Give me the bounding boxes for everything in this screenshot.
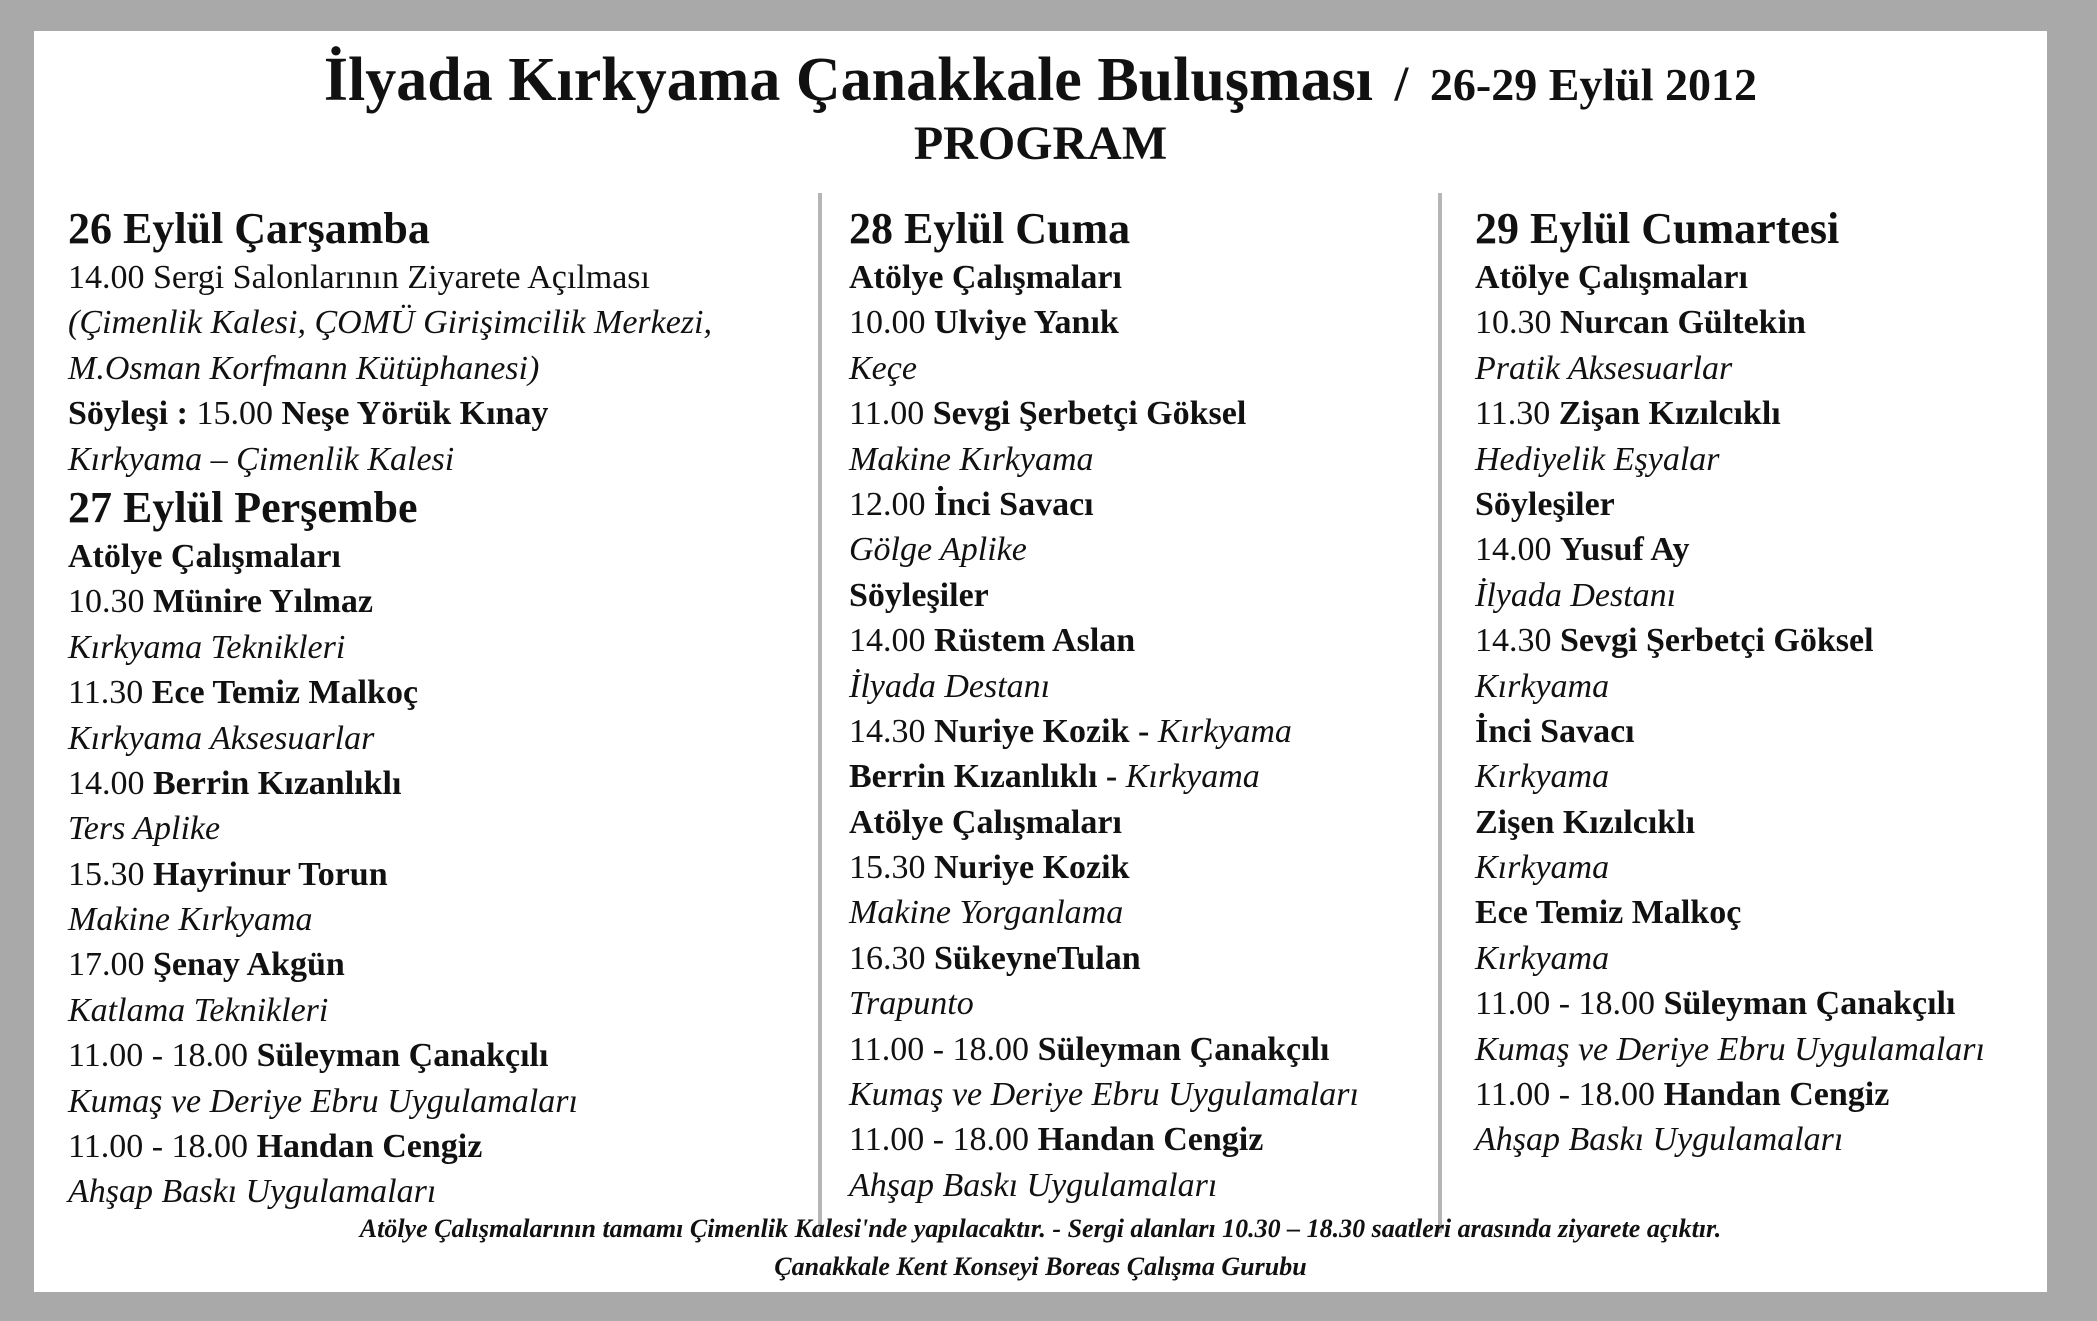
session-topic: Makine Kırkyama <box>849 440 1094 478</box>
presenter-name: Neşe Yörük Kınay <box>281 395 549 433</box>
session-topic: Ahşap Baskı Uygulamaları <box>1475 1121 1844 1159</box>
day-column-3 <box>1475 203 2040 1163</box>
title-separator: / <box>1394 55 1409 111</box>
entry-time: 12.00 <box>849 485 934 523</box>
session-topic: Kumaş ve Deriye Ebru Uygulamaları <box>849 1076 1359 1114</box>
section-label: Zişen Kızılcıklı <box>1475 803 1696 841</box>
schedule-entry <box>849 936 1429 981</box>
event-dates: 26-29 Eylül 2012 <box>1429 59 1758 110</box>
schedule-entry <box>68 579 808 624</box>
session-topic: Kırkyama Aksesuarlar <box>68 719 375 757</box>
title-text: İlyada Kırkyama Çanakkale Buluşması <box>323 46 1373 114</box>
entry-time: 11.00 - 18.00 <box>1475 985 1664 1023</box>
program-sheet <box>34 31 2047 1292</box>
presenter-name: İnci Savacı <box>934 485 1094 523</box>
section-label: Ece Temiz Malkoç <box>1475 894 1742 932</box>
presenter-name: Ulviye Yanık <box>934 304 1119 342</box>
presenter-name: Ece Temiz Malkoç <box>151 674 419 712</box>
entry-time: 11.30 <box>1475 395 1559 433</box>
session-topic: Kırkyama <box>1475 849 1610 887</box>
day-heading: 27 Eylül Perşembe <box>68 482 418 532</box>
schedule-entry <box>68 255 808 300</box>
session-topic: Kırkyama <box>1475 939 1610 977</box>
session-topic: Gölge Aplike <box>849 531 1027 569</box>
schedule-entry <box>68 761 808 806</box>
presenter-name: Hayrinur Torun <box>153 855 388 893</box>
entry-time: 10.30 <box>1475 304 1560 342</box>
presenter-name: Nuriye Kozik - <box>934 712 1158 750</box>
presenter-name: Nuriye Kozik <box>934 849 1130 887</box>
session-topic: Ahşap Baskı Uygulamaları <box>68 1173 437 1211</box>
session-topic: Makine Yorganlama <box>849 894 1124 932</box>
session-topic: İlyada Destanı <box>1475 576 1677 614</box>
entry-time: 14.00 <box>68 764 153 802</box>
day-heading: 26 Eylül Çarşamba <box>68 204 430 253</box>
column-divider <box>818 193 822 1233</box>
schedule-entry <box>1475 391 2040 436</box>
session-topic: Pratik Aksesuarlar <box>1475 349 1733 387</box>
presenter-name: Handan Cengiz <box>1037 1121 1264 1159</box>
presenter-name: Sevgi Şerbetçi Göksel <box>1560 622 1874 660</box>
entry-time: 10.00 <box>849 304 934 342</box>
session-topic: Makine Kırkyama <box>68 901 313 939</box>
section-label: İnci Savacı <box>1475 712 1635 750</box>
column-divider <box>1438 193 1442 1233</box>
entry-note: Kırkyama <box>1125 758 1260 796</box>
presenter-name: Zişan Kızılcıklı <box>1558 395 1781 433</box>
session-topic: Ters Aplike <box>68 810 221 848</box>
day-column-2 <box>849 203 1429 1208</box>
schedule-entry <box>68 670 808 715</box>
schedule-entry <box>1475 1072 2040 1117</box>
schedule-entry <box>68 391 808 436</box>
section-label: Atölye Çalışmaları <box>1475 259 1748 296</box>
presenter-name: Handan Cengiz <box>1663 1076 1890 1114</box>
entry-time: 11.00 - 18.00 <box>68 1037 257 1075</box>
section-label: Atölye Çalışmaları <box>68 537 341 575</box>
session-topic: Kırkyama – Çimenlik Kalesi <box>68 440 455 478</box>
presenter-name: Berrin Kızanlıklı <box>153 764 402 802</box>
presenter-name: Handan Cengiz <box>256 1128 483 1166</box>
entry-time: 14.00 Sergi Salonlarının Ziyarete Açılması <box>68 259 650 296</box>
presenter-name: Sevgi Şerbetçi Göksel <box>932 395 1247 433</box>
footer-note: Atölye Çalışmalarının tamamı Çimenlik Kalesi'nde yapılacaktır. - Sergi alanları 10.30 – 18.30 saatleri arasında ziyarete açıktır. <box>359 1214 1722 1243</box>
entry-time: 16.30 <box>849 939 934 977</box>
entry-time: 11.00 - 18.00 <box>849 1121 1038 1159</box>
entry-time: 10.30 <box>68 583 153 621</box>
session-topic: Kırkyama Teknikleri <box>68 628 346 666</box>
page-title <box>34 45 2047 116</box>
footer-organizer: Çanakkale Kent Konseyi Boreas Çalışma Gurubu <box>774 1252 1307 1281</box>
session-topic: İlyada Destanı <box>849 667 1051 705</box>
entry-time: 15.30 <box>68 855 153 893</box>
entry-time: 17.00 <box>68 946 153 984</box>
session-topic: Kırkyama <box>1475 758 1610 796</box>
entry-time: 15.30 <box>849 849 934 887</box>
presenter-name: Süleyman Çanakçılı <box>1037 1030 1330 1068</box>
session-topic: Kumaş ve Deriye Ebru Uygulamaları <box>1475 1030 1985 1068</box>
schedule-entry <box>1475 618 2040 663</box>
entry-time: 11.00 - 18.00 <box>68 1128 257 1166</box>
entry-time: 14.00 <box>849 622 934 660</box>
session-topic: Hediyelik Eşyalar <box>1475 440 1720 478</box>
schedule-entry <box>849 300 1429 345</box>
section-label: Atölye Çalışmaları <box>849 259 1122 296</box>
presenter-name: Söyleşi : <box>68 395 197 433</box>
schedule-entry <box>849 754 1429 799</box>
entry-time: 15.00 <box>196 395 282 433</box>
session-topic: (Çimenlik Kalesi, ÇOMÜ Girişimcilik Merkezi, <box>68 304 713 342</box>
schedule-entry <box>849 709 1429 754</box>
schedule-entry <box>849 1027 1429 1072</box>
schedule-entry <box>1475 527 2040 572</box>
schedule-entry <box>68 852 808 897</box>
entry-time: 11.00 - 18.00 <box>1475 1076 1664 1114</box>
presenter-name: Yusuf Ay <box>1560 531 1690 569</box>
presenter-name: Süleyman Çanakçılı <box>1663 985 1956 1023</box>
schedule-entry <box>1475 981 2040 1026</box>
session-topic: Trapunto <box>849 985 974 1023</box>
entry-time: 11.00 - 18.00 <box>849 1030 1038 1068</box>
day-heading: 28 Eylül Cuma <box>849 204 1131 253</box>
presenter-name: Rüstem Aslan <box>934 622 1136 660</box>
session-topic: Ahşap Baskı Uygulamaları <box>849 1166 1218 1204</box>
entry-note: Kırkyama <box>1157 712 1292 750</box>
schedule-entry <box>68 1033 808 1078</box>
schedule-entry <box>849 482 1429 527</box>
schedule-entry <box>68 942 808 987</box>
presenter-name: Süleyman Çanakçılı <box>256 1037 549 1075</box>
entry-time: 11.30 <box>68 674 152 712</box>
session-topic: Katlama Teknikleri <box>68 991 329 1029</box>
day-column-1 <box>68 203 808 1215</box>
entry-time: 11.00 <box>849 395 933 433</box>
session-topic: M.Osman Korfmann Kütüphanesi) <box>68 349 540 387</box>
schedule-entry <box>849 845 1429 890</box>
schedule-entry <box>849 1117 1429 1162</box>
presenter-name: Şenay Akgün <box>153 946 345 984</box>
schedule-entry <box>849 618 1429 663</box>
presenter-name: Münire Yılmaz <box>153 583 374 621</box>
session-topic: Kırkyama <box>1475 667 1610 705</box>
program-subtitle: PROGRAM <box>913 117 1168 170</box>
section-label: Atölye Çalışmaları <box>849 803 1122 841</box>
entry-time: 14.30 <box>849 712 934 750</box>
entry-time: 14.00 <box>1475 531 1560 569</box>
schedule-entry <box>68 1124 808 1169</box>
section-label: Söyleşiler <box>849 576 989 614</box>
entry-time: 14.30 <box>1475 622 1560 660</box>
schedule-entry <box>1475 300 2040 345</box>
session-topic: Keçe <box>849 349 917 387</box>
presenter-name: SükeyneTulan <box>934 939 1141 977</box>
schedule-entry <box>849 391 1429 436</box>
session-topic: Kumaş ve Deriye Ebru Uygulamaları <box>68 1082 578 1120</box>
section-label: Söyleşiler <box>1475 485 1615 523</box>
day-heading: 29 Eylül Cumartesi <box>1475 204 1840 253</box>
presenter-name: Berrin Kızanlıklı - <box>849 758 1126 796</box>
presenter-name: Nurcan Gültekin <box>1560 304 1806 342</box>
